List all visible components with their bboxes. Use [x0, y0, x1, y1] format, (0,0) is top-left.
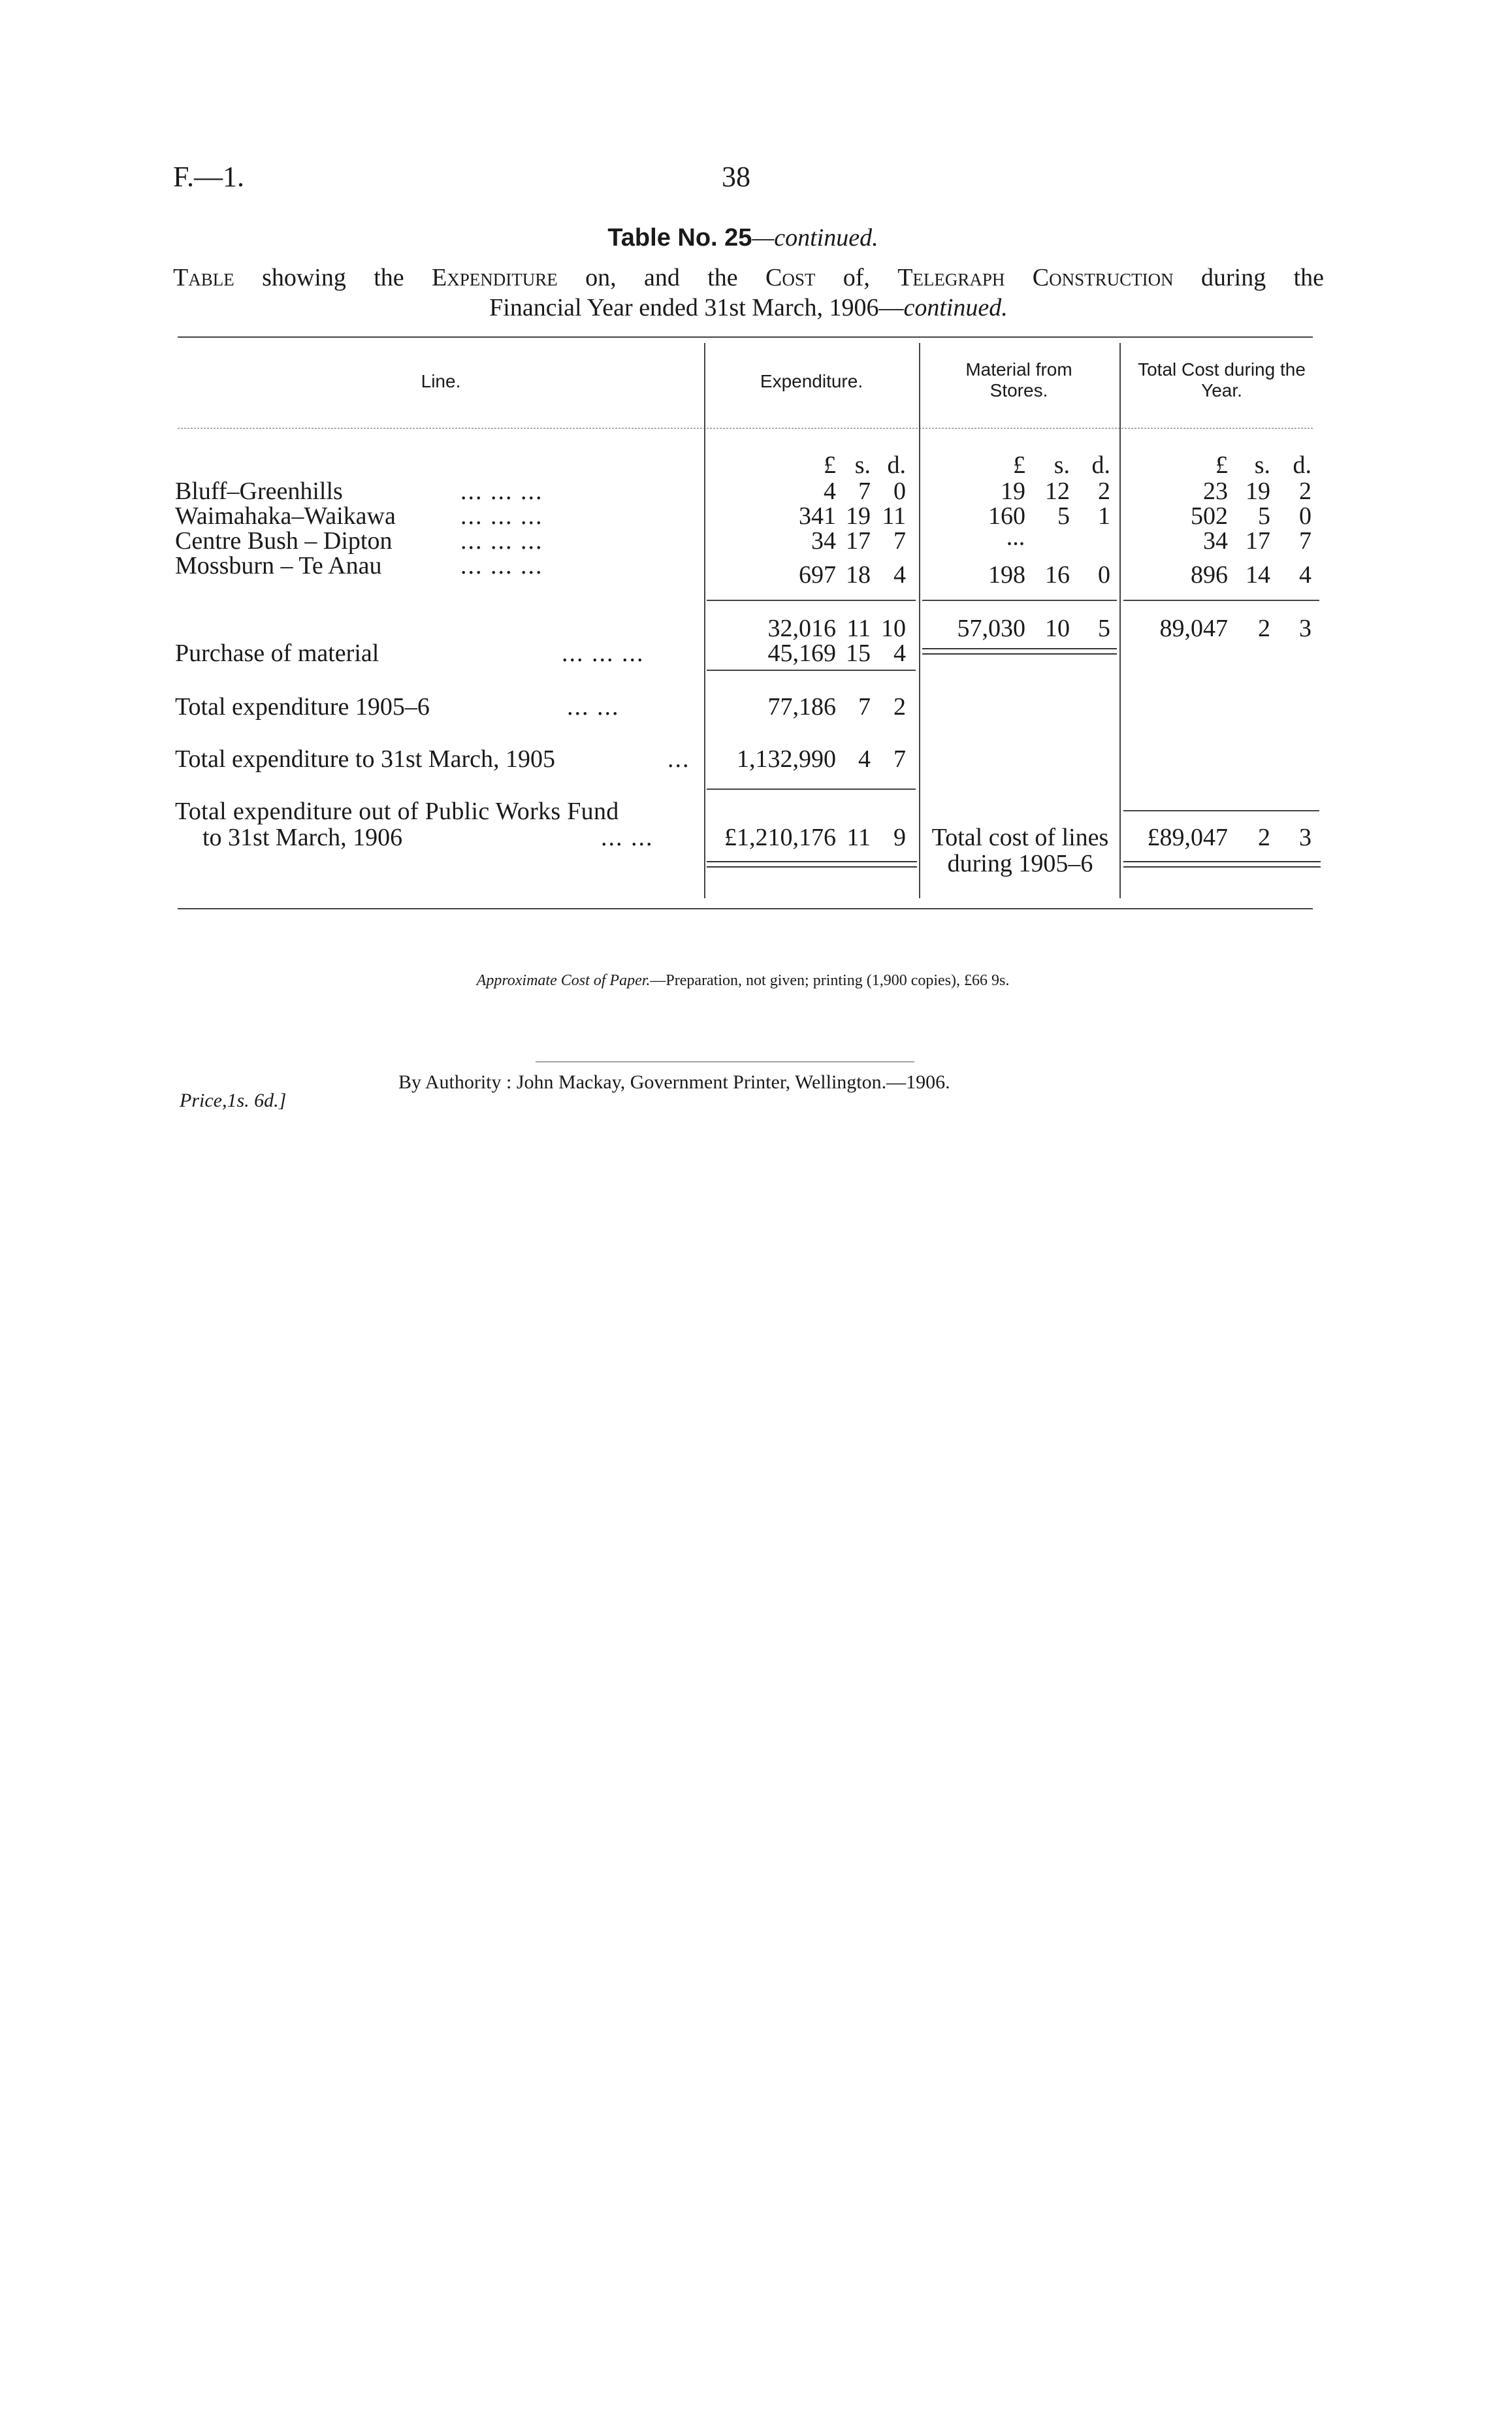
sum-rule-tot	[1123, 600, 1319, 601]
row-label: Bluff–Greenhills	[175, 478, 343, 505]
double-rule-grand-tot	[1123, 861, 1321, 868]
caption-word: the	[707, 264, 738, 291]
row-label-continued: to 31st March, 1906	[202, 824, 403, 851]
exp-shillings: 11	[846, 824, 871, 851]
mat-pounds: 198	[988, 561, 1025, 589]
mat-pence: 2	[1098, 478, 1110, 505]
double-rule-mat	[922, 648, 1117, 655]
mat-shillings: 10	[1045, 615, 1070, 642]
mat-shillings: 16	[1045, 561, 1070, 589]
caption-line-2-text: Financial Year ended 31st March, 1906—	[489, 294, 904, 321]
caption-word: on,	[585, 264, 617, 291]
exp-pounds: 77,186	[767, 693, 836, 721]
column-header-line: Line.	[421, 371, 461, 391]
sum-rule-exp	[707, 600, 916, 601]
mat-total-label-continued: during 1905–6	[947, 850, 1093, 877]
unit-shilling: s.	[1054, 451, 1070, 479]
mat-pence: 1	[1098, 502, 1110, 530]
leader-dots: ... ...	[567, 693, 620, 721]
caption-word: of,	[843, 264, 870, 291]
paper-cost-note-label: Approximate Cost of Paper.	[476, 972, 651, 989]
tot-pounds: £89,047	[1147, 824, 1228, 851]
tot-pounds: 89,047	[1159, 615, 1228, 642]
leader-dots: ... ... ...	[562, 640, 645, 667]
exp-pounds: 4	[824, 478, 836, 505]
exp-pence: 7	[893, 745, 906, 773]
exp-shillings: 7	[858, 693, 871, 721]
tot-pence: 4	[1299, 561, 1311, 589]
tot-pounds: 896	[1191, 561, 1228, 589]
caption-word: and	[643, 264, 680, 291]
exp-pence: 4	[893, 561, 906, 589]
row-label: Mossburn – Te Anau	[175, 552, 382, 579]
row-label: Total expenditure out of Public Works Fund	[175, 798, 619, 825]
leader-dots: ... ... ...	[460, 552, 543, 579]
caption-word: Expenditure	[432, 264, 558, 291]
column-divider-1	[704, 343, 705, 898]
caption-word: Table	[173, 264, 234, 291]
exp-shillings: 19	[846, 502, 871, 530]
column-header-material: Material from Stores.	[965, 359, 1072, 400]
column-divider-3	[1119, 343, 1121, 898]
caption-line-2-suffix: continued.	[903, 294, 1008, 321]
unit-pence: d.	[1293, 451, 1311, 479]
paper-cost-note	[0, 972, 1486, 990]
unit-shilling: s.	[1254, 451, 1270, 479]
exp-pence: 0	[893, 478, 906, 505]
unit-shilling: s.	[854, 451, 871, 479]
exp-pounds: 32,016	[767, 615, 836, 642]
tot-shillings: 2	[1258, 824, 1270, 851]
exp-pence: 7	[893, 527, 906, 555]
tot-pounds: 502	[1191, 502, 1228, 530]
exp-shillings: 11	[846, 615, 871, 642]
double-rule-grand-exp	[707, 861, 917, 868]
exp-pence: 11	[882, 502, 906, 530]
page-number: 38	[722, 161, 750, 193]
exp-pence: 4	[893, 640, 906, 667]
exp-pounds: 697	[799, 561, 836, 589]
sum-rule-grand-exp	[707, 789, 916, 790]
tot-pence: 0	[1299, 502, 1311, 530]
exp-pounds: 45,169	[767, 640, 836, 667]
column-divider-2	[919, 343, 920, 898]
caption-word: the	[1293, 264, 1325, 291]
exp-pence: 10	[881, 615, 906, 642]
row-label: Purchase of material	[175, 640, 379, 667]
table-bottom-rule	[178, 908, 1313, 909]
caption-word: the	[374, 264, 404, 291]
caption-word: during	[1201, 264, 1266, 291]
tot-pence: 2	[1299, 478, 1311, 505]
unit-pound: £	[1013, 451, 1025, 479]
column-header-total: Total Cost during the Year.	[1138, 359, 1306, 400]
unit-pence: d.	[887, 451, 906, 479]
leader-dots: ... ... ...	[460, 527, 543, 555]
caption-line-1	[173, 263, 1324, 293]
caption-word: showing	[262, 264, 346, 291]
row-label: Total expenditure to 31st March, 1905	[175, 745, 555, 773]
sum-rule-grand-tot	[1123, 810, 1319, 811]
tot-pounds: 34	[1203, 527, 1228, 555]
unit-pound: £	[824, 451, 836, 479]
row-label: Waimahaka–Waikawa	[175, 502, 396, 530]
mat-shillings: 12	[1045, 478, 1070, 505]
tot-pence: 3	[1299, 824, 1311, 851]
tot-shillings: 14	[1246, 561, 1270, 589]
table-caption	[173, 263, 1324, 323]
exp-pounds: 341	[799, 502, 836, 530]
exp-shillings: 4	[858, 745, 871, 773]
mat-pence: 5	[1098, 615, 1110, 642]
mat-empty: ...	[1006, 523, 1025, 551]
leader-dots: ... ... ...	[460, 502, 543, 530]
tot-pence: 7	[1299, 527, 1311, 555]
price: Price,1s. 6d.]	[180, 1090, 287, 1111]
table-title-main: Table No. 25	[607, 224, 752, 252]
leader-dots: ...	[668, 745, 690, 773]
mat-shillings: 5	[1057, 502, 1070, 530]
exp-shillings: 17	[846, 527, 871, 555]
unit-pound: £	[1215, 451, 1228, 479]
caption-word: Telegraph	[897, 264, 1005, 291]
printer-authority: By Authority : John Mackay, Government Printer, Wellington.—1906.	[398, 1071, 950, 1093]
exp-shillings: 7	[858, 478, 871, 505]
sum-rule-mat	[922, 600, 1117, 601]
row-label: Centre Bush – Dipton	[175, 527, 393, 555]
mat-pounds: 57,030	[957, 615, 1025, 642]
mat-pence: 0	[1098, 561, 1110, 589]
mat-total-label: Total cost of lines	[931, 824, 1109, 851]
caption-line-2	[173, 293, 1324, 323]
tot-shillings: 19	[1246, 478, 1270, 505]
exp-shillings: 15	[846, 640, 871, 667]
column-header-expenditure: Expenditure.	[760, 371, 863, 391]
tot-pounds: 23	[1203, 478, 1228, 505]
tot-shillings: 17	[1246, 527, 1270, 555]
leader-dots: ... ...	[601, 824, 654, 851]
table-title-suffix: —continued.	[752, 224, 878, 252]
caption-word: Cost	[765, 264, 816, 291]
sum-rule-exp-2	[707, 670, 916, 671]
caption-word: Construction	[1032, 264, 1174, 291]
exp-pounds: 1,132,990	[737, 745, 836, 773]
mat-pounds: 160	[988, 502, 1025, 530]
unit-pence: d.	[1091, 451, 1110, 479]
table-title	[0, 223, 1486, 252]
tot-shillings: 5	[1258, 502, 1270, 530]
header-bottom-rule	[178, 428, 1313, 429]
row-label: Total expenditure 1905–6	[175, 693, 430, 721]
exp-pounds: £1,210,176	[724, 824, 836, 851]
exp-pence: 9	[893, 824, 906, 851]
table-top-rule	[178, 336, 1313, 338]
exp-pounds: 34	[811, 527, 836, 555]
mat-pounds: 19	[1001, 478, 1025, 505]
exp-shillings: 18	[846, 561, 871, 589]
exp-pence: 2	[893, 693, 906, 721]
paper-cost-note-text: —Preparation, not given; printing (1,900 copies), £66 9s.	[650, 972, 1010, 989]
tot-pence: 3	[1299, 615, 1311, 642]
tot-shillings: 2	[1258, 615, 1270, 642]
leader-dots: ... ... ...	[460, 478, 543, 505]
report-code: F.—1.	[173, 161, 244, 193]
